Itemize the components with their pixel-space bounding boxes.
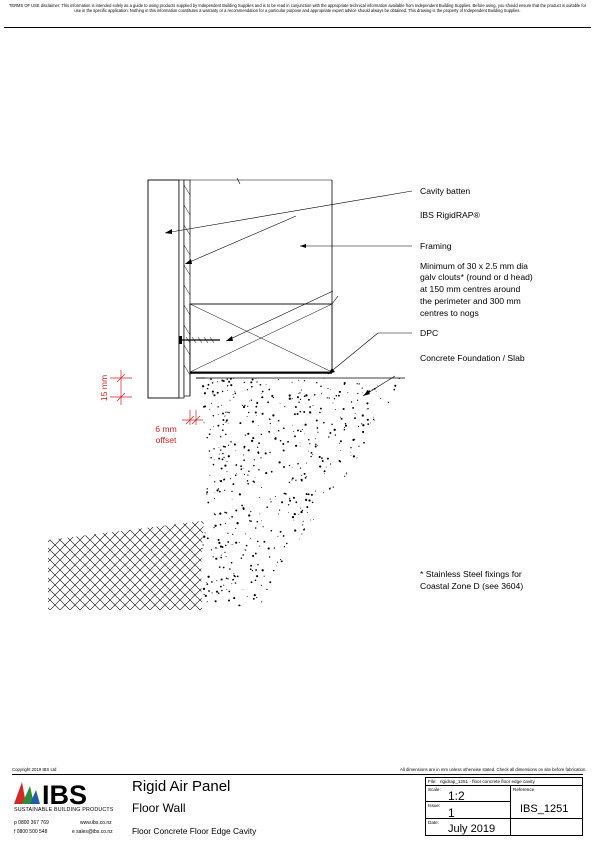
copyright: Copyright 2019 IBS Ltd (12, 767, 57, 772)
callout-foundation: Concrete Foundation / Slab (420, 353, 525, 363)
rigid-air-panel (184, 180, 190, 396)
product-subtitle: Floor Wall (132, 801, 186, 815)
svg-text:IBS: IBS (42, 780, 88, 806)
cavity-batten (179, 180, 184, 398)
callout-rigidrap: IBS RigidRAP® (420, 210, 480, 220)
callout-fixing-line-3: at 150 mm centres around (420, 284, 521, 294)
callout-fixing-line-2: galv clouts* (round or d head) (420, 272, 533, 282)
brand-tagline: SUSTAINABLE BUILDING PRODUCTS (14, 807, 114, 813)
date-cell: Date: July 2019 (425, 818, 511, 836)
fax: f 0800 500 548 (14, 829, 48, 835)
note-line-2: Coastal Zone D (see 3604) (420, 581, 524, 591)
offset-dimension-label: offset (155, 435, 177, 445)
issue-cell: Issue: 1 (425, 801, 511, 819)
blank-cell (510, 818, 583, 836)
terms-of-use-disclaimer: TERMS OF USE disclaimer: This information is intended solely as a guide to using products supplied by Independent Building Supplies and is to be read in conjunction with the appropriate technical information available from Independent Building Supplies. Before using, you should ensure that the product is suitable for use in the specific application. Nothing in this information constitutes a warranty or a recommendation for a particular purpose and appropriate expert advice should always be obtained. This drawing is the property of Independent Building Supplies. (8, 3, 587, 14)
callout-dpc: DPC (420, 328, 439, 338)
callout-fixing-line-5: centres to nogs (420, 308, 479, 318)
callout-cavity-batten: Cavity batten (420, 186, 471, 196)
file-cell: File: rigidrap_1251 - floor concrete floor edge cavity (425, 777, 583, 786)
callout-fixing-line-1: Minimum of 30 x 2.5 mm dia (420, 261, 528, 271)
product-title: Rigid Air Panel (132, 778, 231, 795)
reference-cell: Reference IBS_1251 (510, 785, 583, 819)
earth-fill (40, 510, 220, 620)
website: www.ibs.co.nz (80, 820, 112, 826)
note-line-1: * Stainless Steel fixings for (420, 569, 522, 579)
offset-dimension-value: 6 mm (155, 424, 177, 434)
concrete-foundation (194, 377, 410, 610)
cladding (148, 180, 179, 398)
ibs-logo (14, 780, 126, 806)
footer-rule (12, 774, 583, 775)
callout-fixing-line-4: the perimeter and 300 mm (420, 296, 521, 306)
phone: p 0800 367 769 (14, 820, 49, 826)
email: e sales@ibs.co.nz (72, 829, 113, 835)
callout-framing: Framing (420, 241, 452, 251)
scale-cell: Scale: 1:2 (425, 785, 511, 802)
drawing-description: Floor Concrete Floor Edge Cavity (132, 826, 257, 836)
dimensions-note: All dimensions are in mm unless otherwise stated. Check all dimensions on site before fabrication. (400, 767, 587, 772)
gap-dimension-label: 15 mm (99, 374, 109, 402)
